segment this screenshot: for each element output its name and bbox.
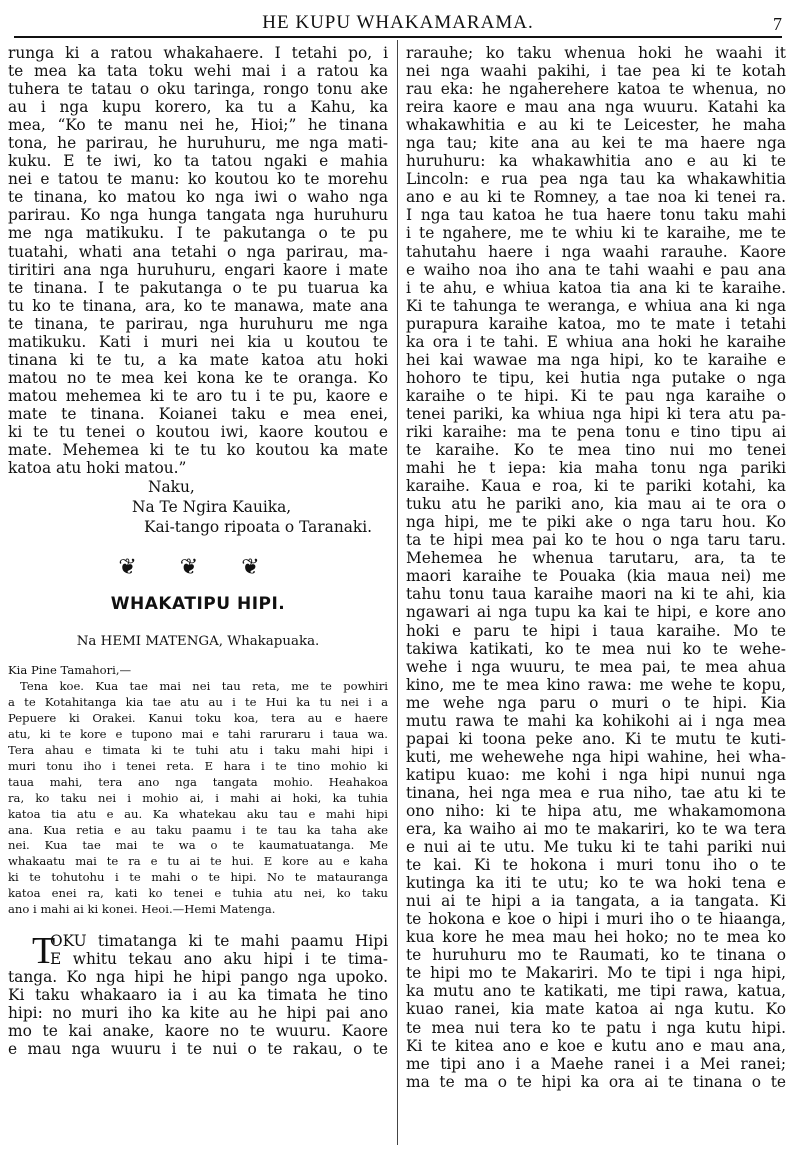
text-line: te mea ka tata toku wehi mai i a ratou ka — [8, 62, 388, 81]
text-line: tenei pariki, ka whiua nga hipi ki tera atu pa- — [406, 404, 786, 423]
text-line: karaihe o te hipi. Ki te pau nga karaihe o — [406, 386, 786, 405]
text-line: tiritiri ana nga huruhuru, engari kaore i mate — [8, 260, 388, 279]
text-line: riki karaihe: ma te pena tonu e tino tipu ai — [406, 422, 786, 441]
text-line: tona, he parirau, he huruhuru, me nga mati- — [8, 134, 388, 153]
text-line: parirau. Ko nga hunga tangata nga huruhuru — [8, 206, 388, 225]
text-line: kuku. E te iwi, ko ta tatou ngaki e mahia — [8, 152, 388, 171]
signoff-naku: Naku, — [148, 478, 195, 497]
text-line: me wehe nga paru o muri o te hipi. Kia — [406, 693, 786, 712]
text-line: kuao ranei, kia mate katoa ai nga kutu. Ko — [406, 1000, 786, 1019]
text-line: mate te tinana. Koianei taku e mea enei, — [8, 404, 388, 423]
text-line: ma te ma o te hipi ka ora ai te tinana o te — [406, 1072, 786, 1091]
text-line: tuhera te tatau o oku taringa, rongo tonu ake — [8, 80, 388, 99]
text-line: ngawari ai nga tupu ka kai te hipi, e kore ano — [406, 603, 786, 622]
article-body-continued — [406, 44, 786, 1091]
letter-line: ana. Kua retia e au taku paamu i te tau ka taha ake — [8, 822, 388, 837]
signoff-role: Kai-tango ripoata o Taranaki. — [144, 518, 373, 537]
left-column — [8, 44, 388, 1150]
story-line: Ki taku whakaaro ia i au ka timata he tino — [8, 986, 388, 1005]
text-line: wehe i nga wuuru, te mea pai, te mea ahua — [406, 657, 786, 676]
text-line: takiwa katikati, ko te mea nui ko te wehe- — [406, 639, 786, 658]
text-line: ka ora i te tahi. E whiua ana hoki he karaihe — [406, 332, 786, 351]
text-line: hei kai wawae ma nga hipi, ko te karaihe e — [406, 350, 786, 369]
text-line: te kai. Ki te hokona i muri tonu iho o te — [406, 856, 786, 875]
text-line: kino, me te mea kino rawa: me wehe te kopu, — [406, 675, 786, 694]
text-line: e nui ai te utu. Me tuku ki te tahi pariki nui — [406, 838, 786, 857]
text-line: tahutahu haere i nga waahi rarauhe. Kaore — [406, 242, 786, 261]
text-line: i te ahu, e whiua katoa tia ana ki te karaihe. — [406, 278, 786, 297]
letter-line: a te Kotahitanga kia tae atu au i te Hui ka tu nei i a — [8, 695, 388, 709]
text-line: purapura karaihe katoa, mo te mate i tetahi — [406, 314, 786, 333]
running-title: HE KUPU WHAKAMARAMA. — [262, 12, 534, 33]
text-line: Lincoln: e rua pea nga tau ka whakawhitia — [406, 170, 786, 189]
page-header — [0, 6, 796, 36]
text-line: matikuku. Kati i muri nei kia u koutou te — [8, 332, 388, 351]
letter-line: katoa tia atu e au. Ka whatekau aku tau e mahi hipi — [8, 806, 388, 821]
text-line: katoa atu hoki matou.” — [8, 459, 187, 478]
text-line: era, ka waiho ai mo te makariri, ko te wa tera — [406, 820, 786, 839]
story-line: E whitu tekau ano aku hipi i te tima- — [50, 950, 388, 969]
story-line: hipi: no muri iho ka kite au he hipi pai ano — [8, 1004, 388, 1023]
text-line: te hokona e koe o hipi i muri iho o te hiaanga, — [406, 910, 786, 929]
text-line: tinana ki te tu, a ka mate katoa atu hoki — [8, 350, 388, 369]
text-line: me nga matikuku. I te pakutanga o te pu — [8, 224, 388, 243]
text-line: nga hipi, me te piki ake o nga taru hou. Ko — [406, 513, 786, 532]
column-divider — [397, 40, 398, 1145]
text-line: Ki te kitea ano e koe e kutu ano e mau ana, — [406, 1036, 786, 1055]
text-line: tuku atu he pariki ano, kia mau ai te ora o — [406, 495, 786, 514]
text-line: whakawhitia e au ki te Leicester, he maha — [406, 116, 786, 135]
text-line: nui ai te hipi a ia tangata, a ia tangata. Ki — [406, 892, 786, 911]
text-line: mutu rawa te mahi ka kohikohi ai i nga mea — [406, 711, 786, 730]
text-line: ta te hipi mea pai ko te hou o nga taru taru. — [406, 531, 786, 550]
signoff-name: Na Te Ngira Kauika, — [132, 498, 292, 517]
text-line: tu ko te tinana, ara, ko te manawa, mate ana — [8, 296, 388, 315]
text-line: ki te tu tenei o koutou iwi, kaore koutou e — [8, 422, 388, 441]
text-line: ka mutu ano te katikati, me tipi rawa, katua, — [406, 982, 786, 1001]
article-body-start — [8, 932, 388, 1058]
text-line: Mehemea he whenua tarutaru, ara, ta te — [406, 549, 786, 568]
text-line: hohoro te tipu, kei hutia nga putake o nga — [406, 368, 786, 387]
text-line: i te ngahere, me te whiu ki te karaihe, me te — [406, 224, 786, 243]
text-line: au i nga kupu korero, ka tu a Kahu, ka — [8, 98, 388, 117]
text-line: tinana, hei nga mea e rua niho, tae atu ki te — [406, 783, 786, 802]
text-line: mate. Mehemea ki te tu ko koutou ka mate — [8, 441, 388, 460]
text-line: karaihe. Kaua e roa, ki te pariki kotahi, ka — [406, 477, 786, 496]
letter-line: ra, ko taku nei i mohio ai, i mahi ai hoki, ka tuhia — [8, 790, 388, 805]
article-byline: Na HEMI MATENGA, Whakapuaka. — [76, 634, 320, 650]
ornament-divider: ❦ ❦ ❦ — [118, 555, 278, 581]
letter-line: Tera ahau e timata ki te tuhi atu i taku mahi hipi i — [8, 742, 388, 757]
text-line: mea, “Ko te manu nei he, Hioi;” he tinana — [8, 116, 388, 135]
right-column — [406, 44, 786, 1150]
text-line: me tipi ano i a Maehe ranei i a Mei ranei; — [406, 1054, 786, 1073]
text-line: runga ki a ratou whakahaere. I tetahi po, i — [8, 44, 388, 62]
intro-letter — [8, 663, 388, 918]
text-line: te tinana. I te pakutanga o te pu tuarua ka — [8, 278, 388, 297]
signature-block — [8, 477, 388, 537]
text-line: nga tau; kite ana au kei te ma haere nga — [406, 134, 786, 153]
text-line: te hipi mo te Makariri. Mo te tipi i nga hipi, — [406, 964, 786, 983]
text-line: nei e tatou te manu: ko koutou ko te morehu — [8, 170, 388, 189]
letter-line: taua mahi, tera ano nga tangata mohio. Heahakoa — [8, 774, 388, 789]
letter-line: Kia Pine Tamahori,— — [8, 663, 132, 678]
letter-line: atu, ki te kore e tupono mai e tahi raruraru i taua wa. — [8, 726, 388, 741]
letter-line: Pepuere ki Orakei. Kanui toku koa, tera au e haere — [8, 710, 388, 725]
text-line: matou no te mea kei kona ke te oranga. Ko — [8, 368, 388, 387]
text-line: te mea nui tera ko te patu i nga kutu hipi. — [406, 1018, 786, 1037]
text-line: tuatahi, whati ana tetahi o nga parirau, ma- — [8, 242, 388, 261]
text-line: te tinana, ko matou ko nga iwi o waho nga — [8, 188, 388, 207]
text-line: kua kore he mea mau hei hoko; no te mea ko — [406, 928, 786, 947]
text-line: rau eka: he ngaherehere katoa te whenua, no — [406, 80, 786, 99]
text-line: mahi he t iepa: kia maha tonu nga pariki — [406, 459, 786, 478]
letter-line: katoa enei ra, kati ko tenei e tuhia atu nei, ko taku — [8, 886, 388, 901]
text-line: matou mehemea ki te aro tu i te pu, kaore e — [8, 386, 388, 405]
letter-line: nei. Kua tae mai te wa o te kaumatuatanga. Me — [8, 838, 388, 853]
story-line: e mau nga wuuru i te nui o te rakau, o te — [8, 1040, 388, 1059]
header-rule — [14, 36, 782, 38]
text-line: kutinga ka iti te utu; ko te wa hoki tena e — [406, 874, 786, 893]
letter-line: ki te tohutohu i te mahi o te hipi. No te matauranga — [8, 870, 388, 885]
letter-line: ano i mahi ai ki konei. Heoi.—Hemi Matenga. — [8, 902, 276, 917]
text-line: rarauhe; ko taku whenua hoki he waahi it — [406, 44, 786, 62]
text-line: ano e au ki te Romney, a tae noa ki tenei ra. — [406, 188, 786, 207]
text-line: tahu tonu taua karaihe maori na ki te ahi, kia — [406, 585, 786, 604]
drop-cap: T — [32, 930, 56, 973]
letter-line: Tena koe. Kua tae mai nei tau reta, me te powhiri — [20, 679, 388, 694]
text-line: maori karaihe te Pouaka (kia maua nei) me — [406, 567, 786, 586]
text-line: nei nga waahi pakihi, i tae pea ki te kotah — [406, 62, 786, 81]
text-line: katipu kuao: me kohi i nga hipi nunui nga — [406, 765, 786, 784]
letter-excerpt — [8, 44, 388, 477]
letter-line: muri tonu iho i tenei reta. E hara i te tino mohio ki — [8, 758, 388, 773]
story-line: tanga. Ko nga hipi he hipi pango nga upoko. — [8, 968, 388, 987]
article-title: WHAKATIPU HIPI. — [110, 594, 286, 615]
text-line: Ki te tahunga te weranga, e whiua ana ki nga — [406, 296, 786, 315]
text-line: ono niho: ki te hipa atu, me whakamomona — [406, 801, 786, 820]
text-line: huruhuru: ka whakawhitia ano e au ki te — [406, 152, 786, 171]
letter-line: whakaatu mai te ra e tu ai te hui. E kore au e kaha — [8, 854, 388, 869]
text-line: e waiho noa iho ana te tahi waahi e pau ana — [406, 260, 786, 279]
page-number: 7 — [773, 14, 782, 34]
text-line: I nga tau katoa he tua haere tonu taku mahi — [406, 206, 786, 225]
text-line: papai ki toona peke ano. Ki te mutu te kuti- — [406, 729, 786, 748]
text-line: kuti, me wehewehe nga hipi wahine, hei wha- — [406, 747, 786, 766]
text-line: reira kaore e mau ana nga wuuru. Katahi ka — [406, 98, 786, 117]
story-line: mo te kai anake, kaore no te wuuru. Kaore — [8, 1022, 388, 1041]
story-line: OKU timatanga ki te mahi paamu Hipi — [50, 932, 388, 951]
text-line: te karaihe. Ko te mea tino nui mo tenei — [406, 441, 786, 460]
text-line: hoki e paru te hipi i taua karaihe. Mo te — [406, 621, 786, 640]
text-line: te tinana, te parirau, nga huruhuru me nga — [8, 314, 388, 333]
text-line: te huruhuru mo te Raumati, ko te tinana o — [406, 946, 786, 965]
